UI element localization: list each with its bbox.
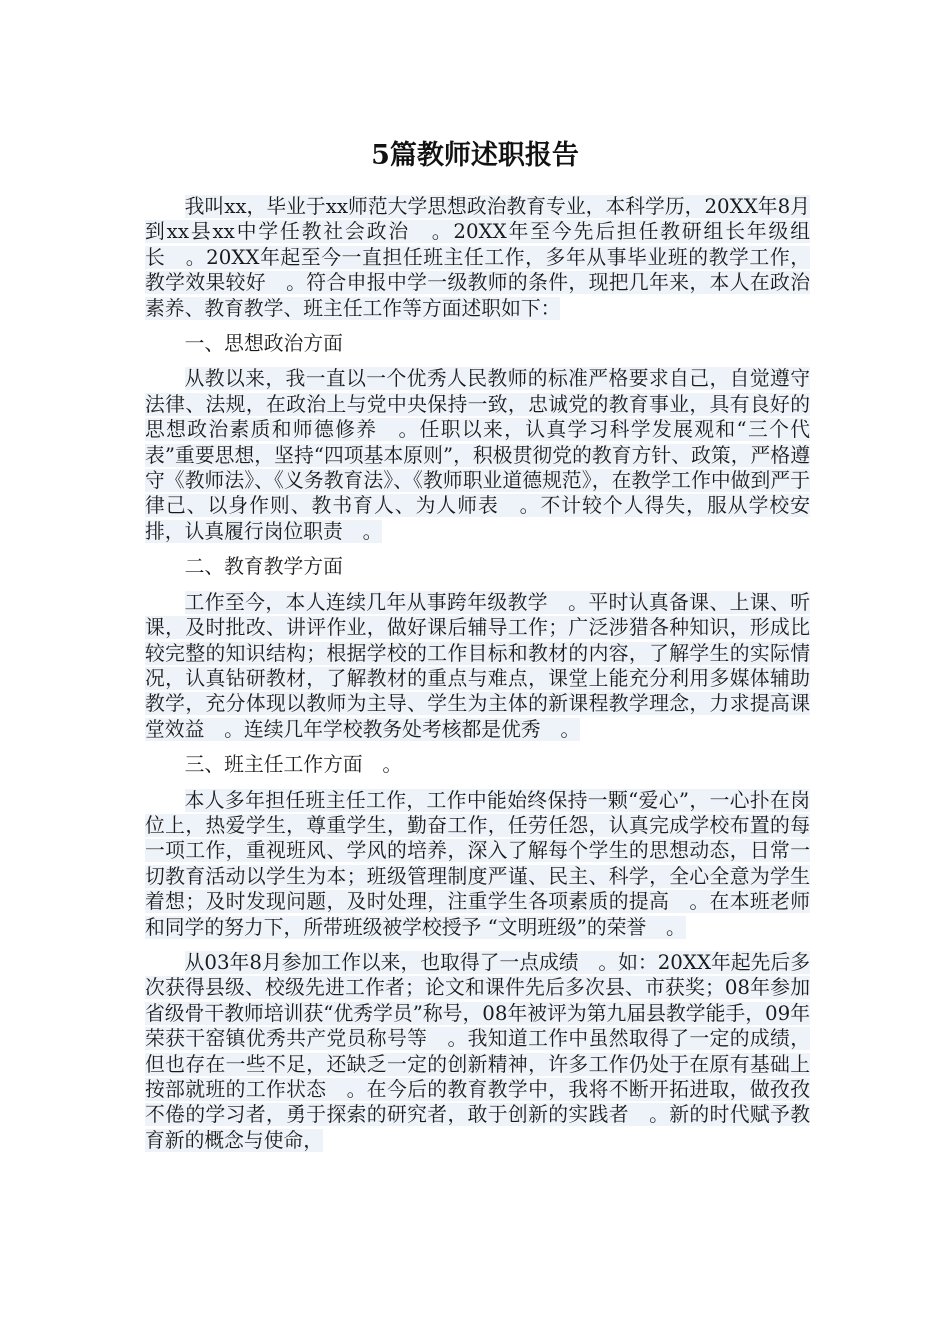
section-heading-teaching-text: 二、教育教学方面 xyxy=(184,555,343,579)
paragraph-achievements-text: 从03年8月参加工作以来，也取得了一点成绩 。如：20XX年起先后多次获得县级、校级先进工作者；论文和课件先后多次县、市获奖；08年参加省级骨干教师培训获“优秀学员”称号，08年被评为第九届县教学能手，09年荣获干窑镇优秀共产党员称号等 。我知道工作中虽然取得了一定的成绩，但也存在一些不足，还缺乏一定的创新精神，许多工作仍处于在原有基础上按部就班的工作状态 。在今后的教育教学中，我将不断开拓进取，做孜孜不倦的学习者，勇于探索的研究者，敢于创新的实践者 。新的时代赋予教育新的概念与使命， xyxy=(145,950,810,1152)
section-heading-political-text: 一、思想政治方面 xyxy=(184,332,343,356)
paragraph-intro-text: 我叫xx，毕业于xx师范大学思想政治教育专业，本科学历，20XX年8月到xx县xx中学任教社会政治 。20XX年至今先后担任教研组长年级组长 。20XX年起至今一直担任班主任工作，多年从事毕业班的教学工作，教学效果较好 。符合申报中学一级教师的条件，现把几年来，本人在政治素养、教育教学、班主任工作等方面述职如下： xyxy=(145,195,810,320)
paragraph-teaching-text: 工作至今，本人连续几年从事跨年级教学 。平时认真备课、上课、听课，及时批改、讲评作业，做好课后辅导工作；广泛涉猎各种知识，形成比较完整的知识结构；根据学校的工作目标和教材的内容，了解学生的实际情况，认真钻研教材，了解教材的重点与难点，课堂上能充分利用多媒体辅助教学，充分体现以教师为主导、学生为主体的新课程教学理念，力求提高课堂效益 。连续几年学校教务处考核都是优秀 。 xyxy=(145,590,810,741)
paragraph-class-teacher xyxy=(145,788,810,940)
paragraph-political xyxy=(145,366,810,544)
section-heading-political xyxy=(145,331,810,356)
document-body xyxy=(145,194,810,1163)
paragraph-teaching xyxy=(145,590,810,742)
document-title: 5篇教师述职报告 xyxy=(371,140,579,171)
section-heading-class-teacher-text: 三、班主任工作方面 。 xyxy=(184,753,403,777)
paragraph-political-text: 从教以来，我一直以一个优秀人民教师的标准严格要求自己，自觉遵守法律、法规，在政治上与党中央保持一致，忠诚党的教育事业，具有良好的思想政治素质和师德修养 。任职以来，认真学习科学发展观和“三个代表”重要思想，坚持“四项基本原则”，积极贯彻党的教育方针、政策，严格遵守《教师法》、《义务教育法》、《教师职业道德规范》，在教学工作中做到严于律己、以身作则、教书育人、为人师表 。不计较个人得失，服从学校安排，认真履行岗位职责 。 xyxy=(145,367,810,543)
paragraph-achievements xyxy=(145,950,810,1153)
paragraph-class-teacher-text: 本人多年担任班主任工作，工作中能始终保持一颗“爱心”，一心扑在岗位上，热爱学生，尊重学生，勤奋工作，任劳任怨，认真完成学校布置的每一项工作，重视班风、学风的培养，深入了解每个学生的思想动态，日常一切教育活动以学生为本；班级管理制度严谨、民主、科学，全心全意为学生着想；及时发现问题，及时处理，注重学生各项素质的提高 。在本班老师和同学的努力下，所带班级被学校授予 “文明班级”的荣誉 。 xyxy=(145,788,810,939)
section-heading-teaching xyxy=(145,554,810,579)
section-heading-class-teacher xyxy=(145,752,810,777)
paragraph-intro xyxy=(145,194,810,321)
